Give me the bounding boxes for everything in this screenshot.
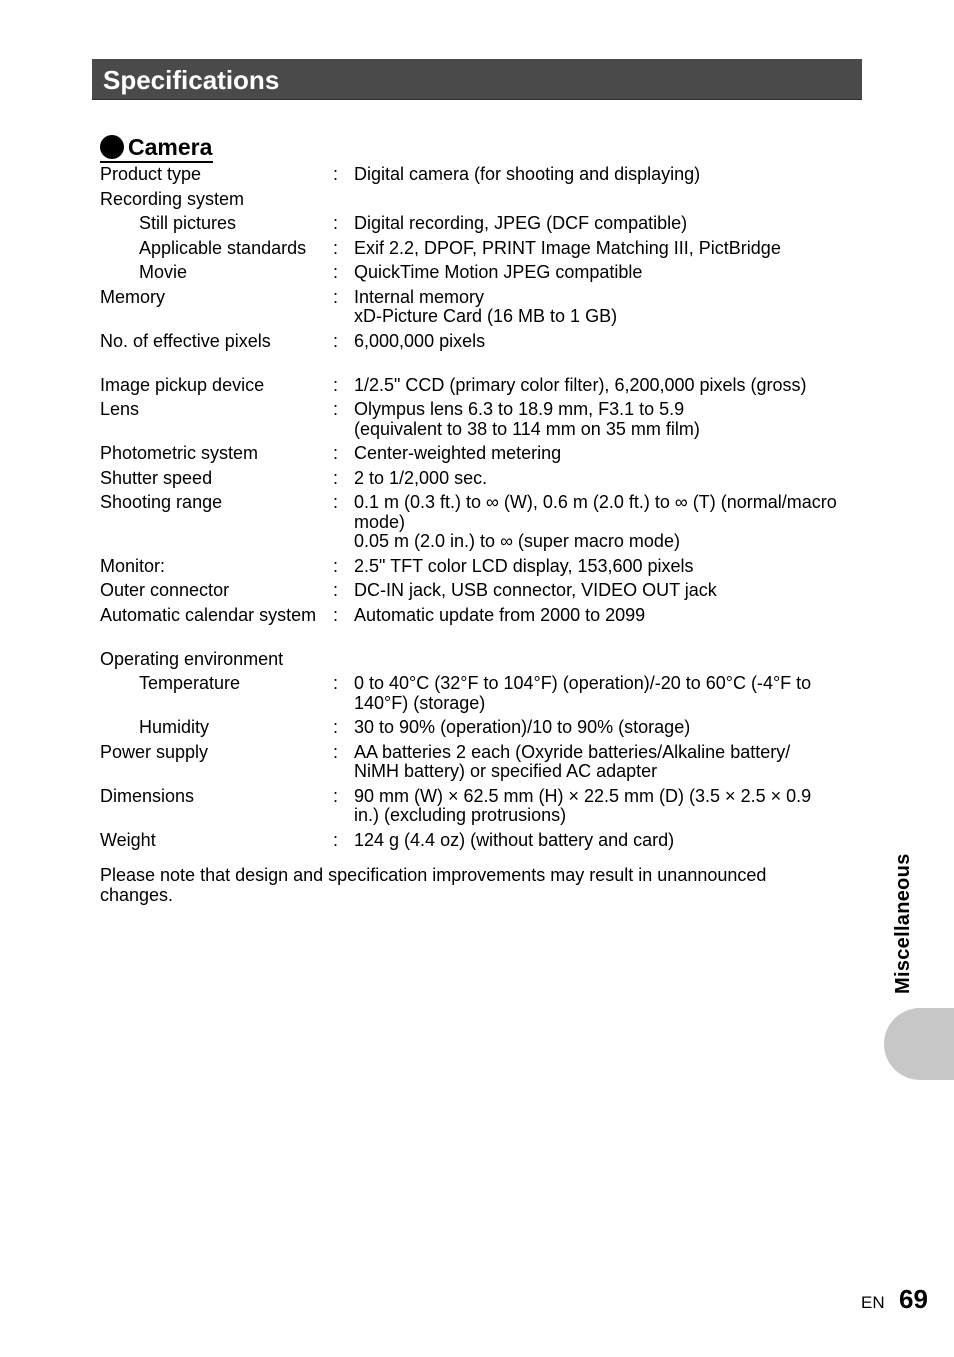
spec-row (100, 239, 860, 264)
spec-row (100, 376, 860, 401)
spec-row (100, 165, 860, 190)
spec-label: Memory (100, 286, 166, 307)
page-title-bar (92, 59, 862, 100)
spec-value-line: Center-weighted metering (354, 443, 562, 463)
spec-value (354, 493, 854, 552)
spec-colon: : (333, 785, 339, 806)
spec-value-line: 90 mm (W) × 62.5 mm (H) × 22.5 mm (D) (3.5 × 2.5 × 0.9 (354, 785, 812, 806)
spec-value (354, 787, 854, 826)
spec-value-line: NiMH battery) or specified AC adapter (354, 761, 658, 781)
spec-value-line: 2.5" TFT color LCD display, 153,600 pixels (354, 555, 694, 576)
spec-colon: : (333, 673, 339, 693)
spec-value (354, 239, 854, 259)
spec-row (100, 469, 860, 494)
spec-colon: : (333, 580, 339, 600)
spec-label: No. of effective pixels (100, 330, 271, 351)
spec-value (354, 214, 854, 234)
spec-label: Photometric system (100, 443, 259, 463)
spec-colon: : (333, 741, 339, 762)
spec-value (354, 400, 854, 439)
spec-colon: : (333, 262, 339, 282)
page-title: Specifications (103, 65, 280, 95)
spec-row (100, 444, 860, 469)
spec-value-line: AA batteries 2 each (Oxyride batteries/Alkaline battery/ (354, 741, 791, 762)
spec-row (100, 190, 860, 215)
spec-value (354, 743, 854, 782)
bullet-circle-icon (100, 135, 124, 159)
spec-value-line: Digital camera (for shooting and displaying) (354, 164, 701, 184)
side-tab-marker (884, 1008, 954, 1080)
spec-label: Product type (100, 164, 202, 184)
spec-value-line: Automatic update from 2000 to 2099 (354, 604, 646, 625)
spec-label: Lens (100, 399, 140, 419)
spec-colon: : (333, 492, 339, 512)
spec-value-line: (equivalent to 38 to 114 mm on 35 mm film) (354, 418, 700, 439)
spec-value-line: 0.05 m (2.0 in.) to ∞ (super macro mode) (354, 531, 680, 551)
spec-label: Humidity (139, 717, 210, 737)
section-heading-camera (100, 133, 213, 163)
spec-label: Shooting range (100, 492, 223, 512)
spec-label: Still pictures (139, 213, 237, 233)
spec-value (354, 557, 854, 577)
spec-row (100, 214, 860, 239)
spec-row (100, 493, 860, 557)
spec-value (354, 376, 854, 396)
footer-language: EN (861, 1293, 885, 1312)
section-heading-text: Camera (128, 134, 213, 160)
spec-row (100, 400, 860, 444)
spec-colon: : (333, 555, 339, 576)
spec-colon: : (333, 829, 339, 850)
spec-colon: : (333, 286, 339, 307)
spec-value-line: 2 to 1/2,000 sec. (354, 467, 488, 488)
spec-value-line: Internal memory (354, 286, 485, 307)
spec-value-line: 6,000,000 pixels (354, 330, 486, 351)
side-tab-label: Miscellaneous (892, 853, 914, 994)
spec-value-line: 124 g (4.4 oz) (without battery and card) (354, 829, 675, 850)
spec-row (100, 674, 860, 718)
spec-row (100, 263, 860, 288)
disclaimer-note: Please note that design and specification improvements may result in unannounced changes. (100, 865, 767, 905)
spec-row (100, 581, 860, 606)
spec-value-line: in.) (excluding protrusions) (354, 805, 567, 825)
spec-value-line: 0 to 40°C (32°F to 104°F) (operation)/-20 to 60°C (-4°F to (354, 673, 812, 693)
spec-label: Automatic calendar system (100, 604, 317, 625)
spec-value-line: Exif 2.2, DPOF, PRINT Image Matching III, PictBridge (354, 237, 781, 258)
spec-value (354, 674, 854, 713)
spec-label: Movie (139, 262, 188, 282)
spec-colon: : (333, 604, 339, 625)
spec-value-line: 140°F) (storage) (354, 692, 486, 713)
spec-value (354, 288, 854, 327)
spec-value (354, 831, 854, 851)
spec-value (354, 263, 854, 283)
spec-value-line: Digital recording, JPEG (DCF compatible) (354, 213, 688, 233)
spec-row (100, 606, 860, 650)
spec-label: Image pickup device (100, 374, 265, 395)
spec-colon: : (333, 330, 339, 351)
spec-label: Power supply (100, 741, 209, 762)
spec-value (354, 581, 854, 601)
spec-row (100, 650, 860, 675)
spec-value-line: 30 to 90% (operation)/10 to 90% (storage) (354, 717, 691, 737)
spec-label: Applicable standards (139, 237, 307, 258)
spec-row (100, 831, 860, 856)
spec-row (100, 557, 860, 582)
spec-label: Monitor: (100, 555, 166, 576)
spec-value-line: Olympus lens 6.3 to 18.9 mm, F3.1 to 5.9 (354, 399, 685, 419)
spec-value (354, 469, 854, 489)
spec-colon: : (333, 467, 339, 488)
page-number: 69 (899, 1284, 928, 1314)
spec-value-line: mode) (354, 511, 406, 532)
spec-label: Dimensions (100, 785, 195, 806)
spec-label: Weight (100, 829, 156, 850)
spec-value-line: 1/2.5" CCD (primary color filter), 6,200,000 pixels (gross) (354, 374, 807, 395)
spec-value (354, 332, 854, 352)
spec-colon: : (333, 443, 339, 463)
spec-value-line: 0.1 m (0.3 ft.) to ∞ (W), 0.6 m (2.0 ft.) to ∞ (T) (normal/macro (354, 492, 837, 512)
spec-row (100, 743, 860, 787)
spec-label: Outer connector (100, 580, 230, 600)
spec-label: Shutter speed (100, 467, 213, 488)
spec-label: Recording system (100, 188, 245, 209)
specifications-table (100, 165, 860, 855)
spec-value (354, 444, 854, 464)
spec-value (354, 718, 854, 738)
spec-label: Operating environment (100, 648, 284, 669)
spec-value-line: QuickTime Motion JPEG compatible (354, 262, 643, 282)
spec-colon: : (333, 399, 339, 419)
spec-label: Temperature (139, 673, 241, 693)
spec-value (354, 165, 854, 185)
spec-colon: : (333, 164, 339, 184)
spec-value-line: DC-IN jack, USB connector, VIDEO OUT jack (354, 580, 717, 600)
spec-row (100, 288, 860, 332)
spec-colon: : (333, 374, 339, 395)
spec-colon: : (333, 717, 339, 737)
spec-row (100, 718, 860, 743)
spec-row (100, 332, 860, 376)
spec-colon: : (333, 237, 339, 258)
spec-value-line: xD-Picture Card (16 MB to 1 GB) (354, 306, 618, 326)
spec-row (100, 787, 860, 831)
spec-value (354, 606, 854, 626)
spec-colon: : (333, 213, 339, 233)
